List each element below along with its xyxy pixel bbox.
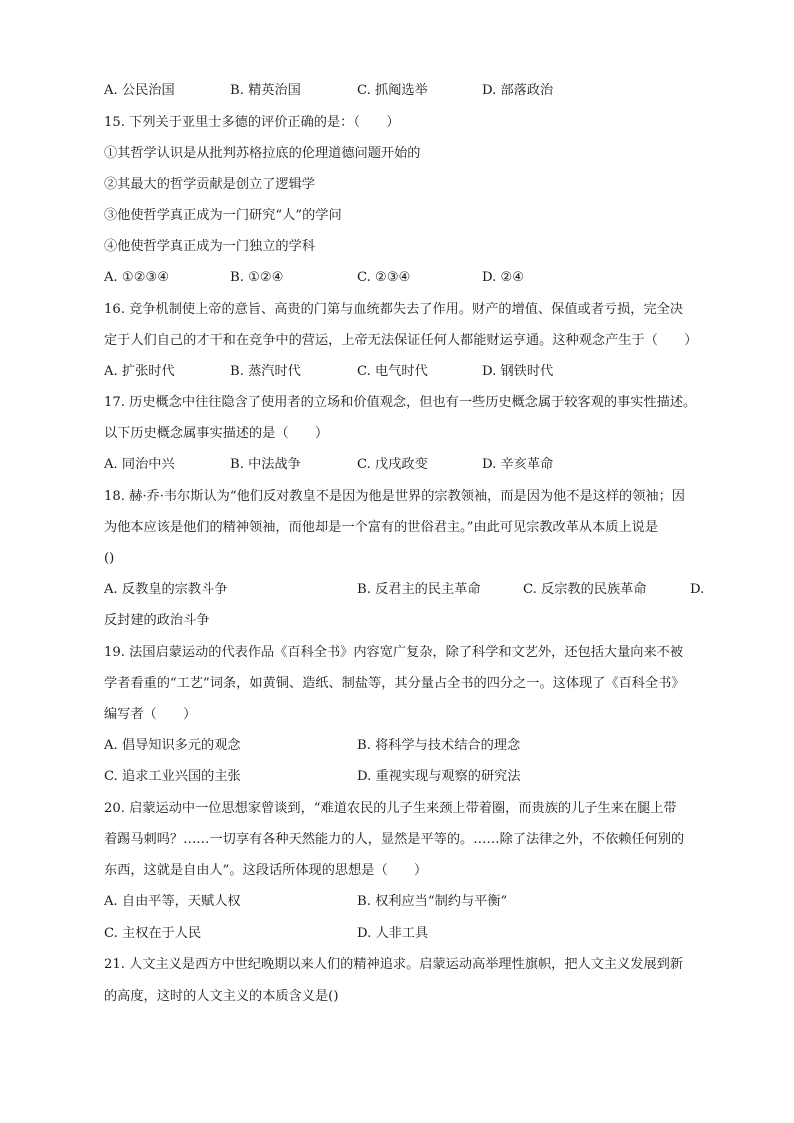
q19-option-c: C. 追求工业兴国的主张	[104, 769, 241, 784]
q16-option-c: C. 电气时代	[357, 364, 428, 379]
q20-option-b: B. 权利应当“制约与平衡”	[357, 894, 508, 909]
q18-option-d-label: D.	[690, 582, 705, 597]
q19-stem-line-2: 学者看重的“工艺”词条，如黄铜、造纸、制盐等，其分量占全书的四分之一。这体现了《百科全书》	[104, 676, 685, 691]
q16-option-d: D. 钢铁时代	[482, 364, 554, 379]
q17-stem-line-2: 以下历史概念属事实描述的是（ ）	[104, 426, 329, 441]
q18-stem-line-2: 为他本应该是他们的精神领袖，而他却是一个富有的世俗君主。”由此可见宗教改革从本质上说是	[104, 520, 659, 535]
q14-option-d: D. 部落政治	[482, 83, 554, 98]
q15-item-2: ②其最大的哲学贡献是创立了逻辑学	[104, 177, 315, 192]
q15-item-3: ③他使哲学真正成为一门研究“人”的学问	[104, 208, 342, 223]
q20-stem-line-3: 东西，这就是自由人”。这段话所体现的思想是（ ）	[104, 863, 428, 878]
q20-option-d: D. 人非工具	[357, 926, 429, 941]
q19-option-a: A. 倡导知识多元的观念	[104, 738, 241, 753]
q14-option-a: A. 公民治国	[104, 83, 175, 98]
q15-option-a: A. ①②③④	[104, 270, 170, 285]
q15-option-c: C. ②③④	[357, 270, 411, 285]
q18-stem-line-1: 18. 赫·乔·韦尔斯认为“他们反对教皇不是因为他是世界的宗教领袖，而是因为他不是这样的领袖；因	[104, 489, 685, 504]
q15-option-d: D. ②④	[482, 270, 525, 285]
q20-option-a: A. 自由平等，天赋人权	[104, 894, 241, 909]
q18-stem-line-3: ()	[104, 551, 115, 566]
q18-option-a: A. 反教皇的宗教斗争	[104, 582, 228, 597]
q19-option-b: B. 将科学与技术结合的理念	[357, 738, 521, 753]
q15-item-1: ①其哲学认识是从批判苏格拉底的伦理道德问题开始的	[104, 146, 421, 161]
q16-stem-line-2: 定于人们自己的才干和在竞争中的营运，上帝无法保证任何人都能财运亨通。这种观念产生于（ ）	[104, 333, 698, 348]
q20-option-c: C. 主权在于人民	[104, 926, 202, 941]
q19-option-d: D. 重视实现与观察的研究法	[357, 769, 521, 784]
q17-option-d: D. 辛亥革命	[482, 457, 554, 472]
q17-stem-line-1: 17. 历史概念中往往隐含了使用者的立场和价值观念，但也有一些历史概念属于较客观的事实性描述。	[104, 395, 697, 410]
q21-stem-line-1: 21. 人文主义是西方中世纪晚期以来人们的精神追求。启蒙运动高举理性旗帜，把人文主义发展到新	[104, 957, 684, 972]
q16-stem-line-1: 16. 竞争机制使上帝的意旨、高贵的门第与血统都失去了作用。财产的增值、保值或者亏损，完全决	[104, 302, 684, 317]
q19-stem-line-3: 编写者（ ）	[104, 707, 197, 722]
q16-option-b: B. 蒸汽时代	[230, 364, 301, 379]
q16-option-a: A. 扩张时代	[104, 364, 175, 379]
q17-option-a: A. 同治中兴	[104, 457, 175, 472]
q17-option-c: C. 戊戌政变	[357, 457, 428, 472]
q14-option-c: C. 抓阄选举	[357, 83, 428, 98]
q18-option-c: C. 反宗教的民族革命	[523, 582, 647, 597]
q14-option-b: B. 精英治国	[230, 83, 301, 98]
q19-stem-line-1: 19. 法国启蒙运动的代表作品《百科全书》内容宽广复杂，除了科学和文艺外，还包括大量向来不被	[104, 645, 684, 660]
q15-item-4: ④他使哲学真正成为一门独立的学科	[104, 239, 315, 254]
q17-option-b: B. 中法战争	[230, 457, 301, 472]
q18-option-d-text: 反封建的政治斗争	[104, 613, 210, 628]
q15-stem: 15. 下列关于亚里士多德的评价正确的是：（ ）	[104, 115, 400, 130]
q20-stem-line-1: 20. 启蒙运动中一位思想家曾谈到，“难道农民的儿子生来颈上带着圈，而贵族的儿子生来在腿上带	[104, 801, 677, 816]
q20-stem-line-2: 着踢马刺吗？……一切享有各种天然能力的人，显然是平等的。……除了法律之外，不依赖任何别的	[104, 832, 685, 847]
q15-option-b: B. ①②④	[230, 270, 284, 285]
q21-stem-line-2: 的高度，这时的人文主义的本质含义是()	[104, 989, 339, 1004]
q18-option-b: B. 反君主的民主革命	[357, 582, 481, 597]
